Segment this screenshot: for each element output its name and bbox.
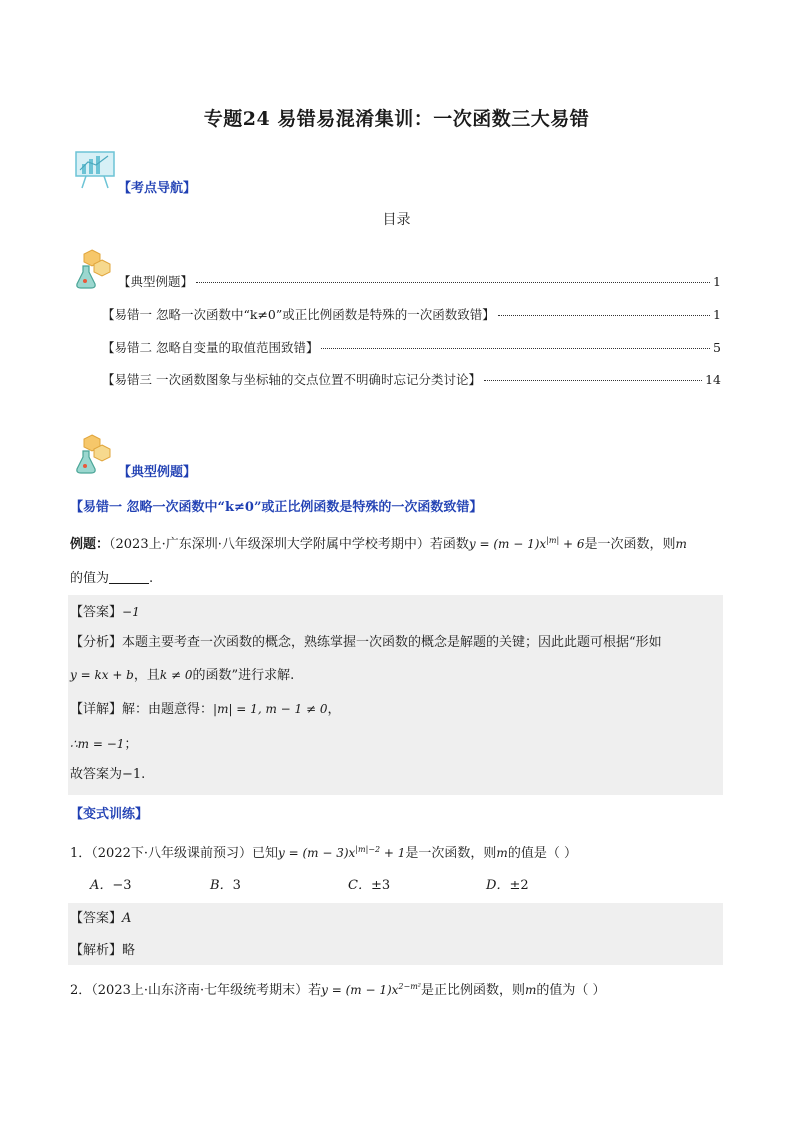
- example-source: （2023上·广东深圳·八年级深圳大学附属中学校考期中）若函数: [109, 537, 469, 552]
- example-label: 例题：: [70, 537, 110, 552]
- toc-item-page: 5: [713, 340, 721, 355]
- example-formula: $y = (m - 1)x^{|m|} + 6$: [468, 536, 585, 551]
- toc-item-page: 14: [705, 372, 721, 387]
- nav-heading: 【考点导航】: [118, 181, 197, 196]
- toc-item-page: 1: [713, 274, 721, 289]
- q1-explain: 【解析】略: [70, 943, 136, 958]
- example-line-1: [70, 531, 687, 555]
- answer-box: [68, 595, 723, 795]
- toc-item-page: 1: [713, 307, 721, 322]
- answer-blank: [109, 583, 149, 584]
- q1-formula: $y = (m - 3)x^{|m|-2} + 1$: [278, 845, 406, 860]
- toc-title: 目录: [382, 212, 411, 228]
- answer-line: 【答案】−1: [70, 605, 140, 620]
- example-text: 是一次函数，则: [584, 537, 676, 552]
- section-heading: 【典型例题】: [118, 465, 197, 480]
- q1-option-d[interactable]: D．±2: [486, 878, 529, 893]
- toc-leader: [196, 282, 710, 283]
- toc-leader: [321, 348, 710, 349]
- q1-option-b[interactable]: B．3: [210, 878, 241, 893]
- toc-item-label: 【易错二 忽略自变量的取值范围致错】: [102, 340, 319, 355]
- practice-heading: 【变式训练】: [70, 807, 149, 822]
- question-1: 1．（2022下·八年级课前预习）已知$y = (m - 3)x^{|m|-2} + 1$是一次函数，则m的值是（ ）: [70, 845, 577, 861]
- detail-line-2: ∴m = −1；: [70, 737, 138, 752]
- q1-answer: 【答案】A: [70, 911, 132, 926]
- analysis-line-1: 【分析】本题主要考查一次函数的概念，熟练掌握一次函数的概念是解题的关键；因此此题可根据“形如: [70, 635, 662, 650]
- example-var: m: [675, 537, 687, 551]
- q1-option-a[interactable]: A．−3: [90, 878, 132, 893]
- q1-option-c[interactable]: C．±3: [348, 878, 391, 893]
- flask-icon: [70, 248, 112, 290]
- detail-line-3: 故答案为−1.: [70, 767, 146, 782]
- mistake-one-heading: 【易错一 忽略一次函数中“k≠0”或正比例函数是特殊的一次函数致错】: [70, 500, 483, 515]
- toc-item-label: 【易错一 忽略一次函数中“k≠0”或正比例函数是特殊的一次函数致错】: [102, 307, 495, 322]
- q2-formula: $y = (m - 1)x^{2-m^2}$: [321, 982, 422, 997]
- toc-item[interactable]: [118, 272, 721, 290]
- toc-item-label: 【易错三 一次函数图象与坐标轴的交点位置不明确时忘记分类讨论】: [102, 372, 481, 387]
- toc-item-label: 【典型例题】: [118, 274, 194, 289]
- toc-item[interactable]: [102, 305, 721, 323]
- flask-icon: [70, 433, 112, 475]
- q1-answer-box: [68, 903, 723, 965]
- detail-line-1: 【详解】解：由题意得：|m| = 1, m − 1 ≠ 0，: [70, 702, 341, 717]
- example-line-2: 的值为 .: [70, 571, 154, 586]
- page-title: 专题24 易错易混淆集训：一次函数三大易错: [203, 108, 590, 130]
- analysis-line-2: y = kx + b，且k ≠ 0的函数”进行求解.: [70, 668, 295, 683]
- toc-item[interactable]: [102, 370, 721, 388]
- chart-board-icon: [74, 150, 118, 190]
- toc-leader: [498, 315, 710, 316]
- question-2: 2．（2023上·山东济南·七年级统考期末）若$y = (m - 1)x^{2-m^2}$是正比例函数，则m的值为（ ）: [70, 982, 606, 998]
- toc-leader: [484, 380, 702, 381]
- toc-item[interactable]: [102, 338, 721, 356]
